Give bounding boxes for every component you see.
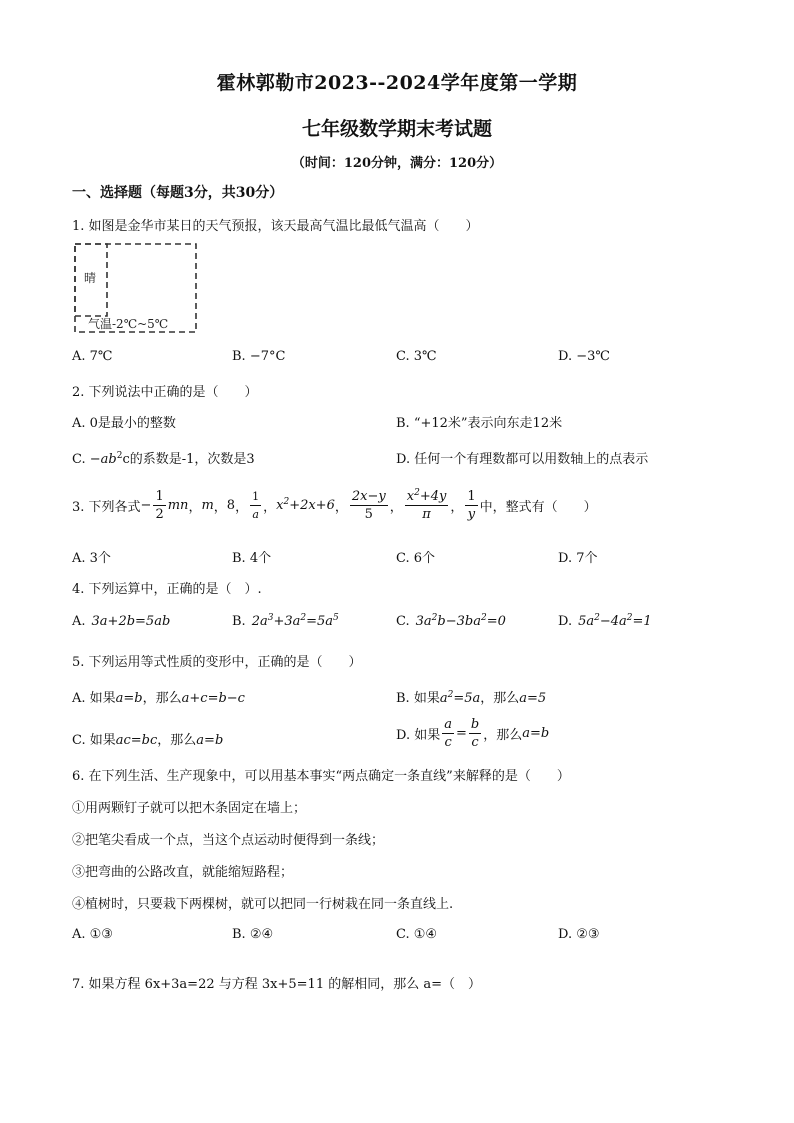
- q3-option-d: D. 7个: [558, 551, 598, 566]
- q6-option-d: D. ②③: [558, 927, 600, 942]
- q5-option-c: C. 如果ac=bc，那么a=b: [72, 733, 224, 748]
- q3-sep: ，: [213, 500, 227, 515]
- q4-option-b: B. $2a^3+3a^2=5a^5$: [232, 613, 339, 629]
- q5-d-frac-2: $\frac{b}{c}$: [470, 717, 480, 750]
- question-4-text: 4. 下列运算中，正确的是（ ）.: [72, 582, 262, 597]
- question-2-text: 2. 下列说法中正确的是（ ）: [72, 385, 258, 400]
- section-heading-choice: 一、选择题（每题3分，共30分）: [72, 185, 284, 201]
- question-5-text: 5. 下列运用等式性质的变形中，正确的是（ ）: [72, 655, 362, 670]
- q6-statement-4: ④植树时，只要栽下两棵树，就可以把同一行树栽在同一条直线上.: [72, 897, 454, 912]
- q2-c-exp: 2: [116, 451, 123, 461]
- q4-option-d: D. $5a^2-4a^2=1$: [558, 613, 652, 629]
- q3-sep: ，: [235, 500, 249, 515]
- q3-sep: ，: [389, 500, 403, 515]
- weather-temp-label: 气温-2℃~5℃: [88, 317, 169, 331]
- q3-option-a: A. 3个: [72, 551, 111, 566]
- q2-option-a: A. 0是最小的整数: [72, 416, 176, 431]
- q3-frac-3: $\frac{2x-y}{5}$: [351, 489, 386, 522]
- q3-option-c: C. 6个: [396, 551, 436, 566]
- exam-time-score: （时间：120分钟，满分：120分）: [291, 156, 503, 171]
- q6-option-a: A. ①③: [72, 927, 113, 942]
- q5-option-b: B. 如果$a^2=5a$，那么a=5: [396, 690, 547, 706]
- q3-minus: −: [140, 498, 152, 513]
- q3-suffix: 中，整式有（ ）: [479, 500, 597, 515]
- q6-statement-3: ③把弯曲的公路改直，就能缩短路程；: [72, 865, 294, 880]
- question-1-text: 1. 如图是金华市某日的天气预报，该天最高气温比最低气温高（ ）: [72, 219, 479, 234]
- q6-option-b: B. ②④: [232, 927, 274, 942]
- q5-option-a: A. 如果a=b，那么a+c=b−c: [72, 691, 245, 706]
- q3-prefix: 3. 下列各式: [72, 500, 141, 515]
- q1-option-d: D. −3℃: [558, 349, 610, 364]
- q3-sep: ，: [334, 500, 348, 515]
- q2-option-d: D. 任何一个有理数都可以用数轴上的点表示: [396, 452, 649, 467]
- q6-statement-1: ①用两颗钉子就可以把木条固定在墙上；: [72, 801, 307, 816]
- q4-option-a: A. 3a+2b=5ab: [72, 614, 171, 629]
- q2-c-letter: C.: [72, 452, 86, 467]
- q3-frac-5: $\frac{1}{y}$: [467, 489, 476, 522]
- exam-title-line2: 七年级数学期末考试题: [301, 118, 492, 140]
- q3-poly: $x^2+2x+6$: [276, 497, 335, 513]
- q5-d-frac-1: $\frac{a}{c}$: [444, 717, 452, 750]
- q4-option-c: C. $3a^2b-3ba^2=0$: [396, 613, 506, 629]
- q1-option-c: C. 3℃: [396, 349, 437, 364]
- question-6-text: 6. 在下列生活、生产现象中，可以用基本事实“两点确定一条直线”来解释的是（ ）: [72, 769, 570, 784]
- exam-title-line1: 霍林郭勒市2023--2024学年度第一学期: [216, 72, 578, 94]
- q2-c-suffix: c的系数是-1，次数是3: [122, 452, 255, 467]
- q6-statement-2: ②把笔尖看成一个点，当这个点运动时便得到一条线；: [72, 833, 385, 848]
- q3-frac-2: $\frac{1}{a}$: [252, 490, 260, 521]
- q2-option-b: B. “+12米”表示向东走12米: [396, 416, 563, 431]
- q3-frac-1: $\frac{1}{2}$: [155, 489, 164, 522]
- q5-option-d: D. 如果 $\frac{a}{c}$ = $\frac{b}{c}$ ，那么 a=b: [396, 717, 550, 750]
- question-3-text: [72, 488, 597, 523]
- q2-option-c: [72, 448, 255, 467]
- q3-frac-4: $\frac{x^2+4y}{\pi}$: [406, 488, 447, 522]
- q3-sep: ，: [188, 500, 202, 515]
- q1-option-b: B. −7°C: [232, 349, 286, 364]
- q1-option-a: A. 7℃: [72, 349, 113, 364]
- q3-sep: ，: [263, 500, 277, 515]
- q6-option-c: C. ①④: [396, 927, 438, 942]
- weather-forecast-figure: [74, 243, 198, 333]
- weather-sunny-label: 晴: [84, 271, 97, 285]
- question-7-text: 7. 如果方程 6x+3a=22 与方程 3x+5=11 的解相同，那么 a=（ ）: [72, 977, 481, 992]
- q3-option-b: B. 4个: [232, 551, 272, 566]
- q3-eight: 8: [226, 498, 236, 513]
- q3-sep: ，: [450, 500, 464, 515]
- q3-mn: mn: [167, 498, 189, 513]
- q2-c-expr: −ab: [89, 452, 117, 467]
- q3-m: m: [201, 498, 214, 513]
